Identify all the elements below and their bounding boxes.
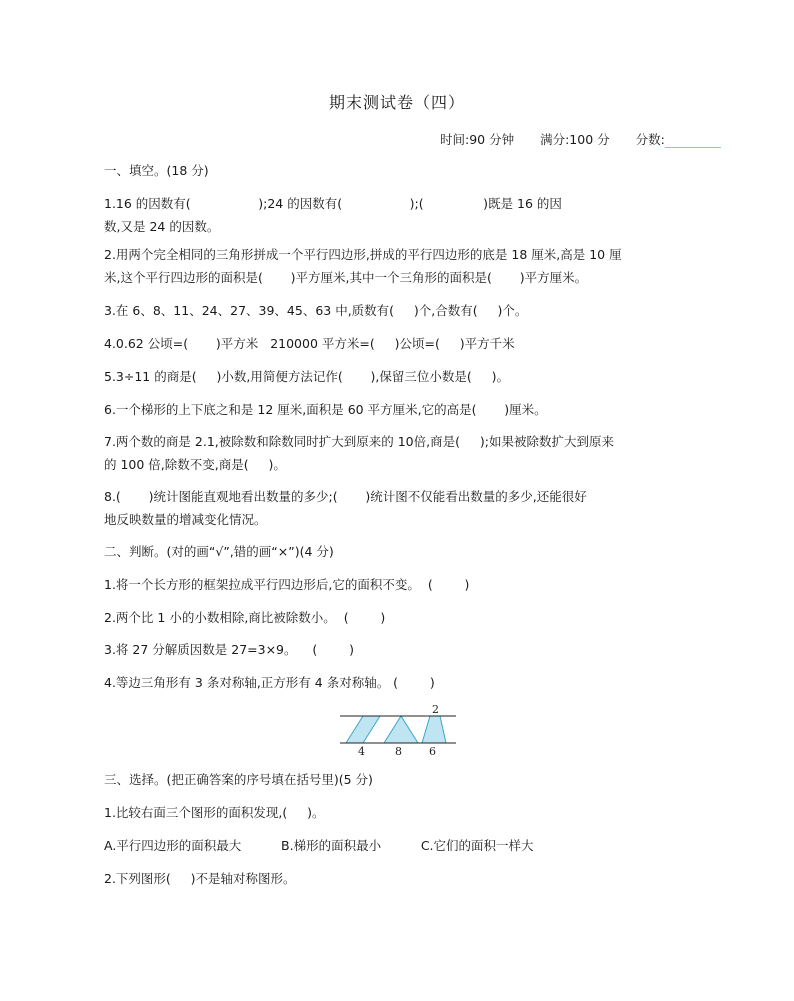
- s1-q3: 3.在 6、8、11、24、27、39、45、63 中,质数有( )个,合数有( )个。: [104, 303, 528, 318]
- label-top-2: 2: [432, 703, 439, 716]
- triangle-shape: [384, 716, 418, 743]
- s1-q4: 4.0.62 公顷=( )平方米 210000 平方米=( )公顷=( )平方千米: [104, 336, 515, 351]
- label-bottom-6: 6: [429, 745, 436, 758]
- s1-q8-line2: 地反映数量的增减变化情况。: [104, 512, 267, 527]
- s1-q6: 6.一个梯形的上下底之和是 12 厘米,面积是 60 平方厘米,它的高是( )厘米。: [104, 402, 547, 417]
- full-score: 满分:100 分: [540, 132, 610, 147]
- s1-q5: 5.3÷11 的商是( )小数,用简便方法记作( ),保留三位小数是( )。: [104, 369, 509, 384]
- s2-q2: 2.两个比 1 小的小数相除,商比被除数小。 ( ): [104, 610, 386, 625]
- score-blank[interactable]: [665, 133, 721, 148]
- label-bottom-4: 4: [358, 745, 365, 758]
- s1-q7-line2: 的 100 倍,除数不变,商是( )。: [104, 457, 286, 472]
- shapes-figure: [338, 703, 458, 759]
- s2-q1: 1.将一个长方形的框架拉成平行四边形后,它的面积不变。 ( ): [104, 577, 470, 592]
- section-2-heading: 二、判断。(对的画“√”,错的画“×”)(4 分): [104, 544, 334, 559]
- trapezoid-shape: [422, 716, 446, 743]
- score-label: 分数:: [635, 132, 665, 147]
- s1-q7-line1: 7.两个数的商是 2.1,被除数和除数同时扩大到原来的 10倍,商是( );如果被除数扩大到原来: [104, 434, 614, 449]
- s1-q2-line1: 2.用两个完全相同的三角形拼成一个平行四边形,拼成的平行四边形的底是 18 厘米,高是 10 厘: [104, 247, 622, 262]
- s2-q3: 3.将 27 分解质因数是 27=3×9。 ( ): [104, 642, 354, 657]
- s3-q1: 1.比较右面三个图形的面积发现,( )。: [104, 805, 325, 820]
- s1-q2-line2: 米,这个平行四边形的面积是( )平方厘米,其中一个三角形的面积是( )平方厘米。: [104, 270, 588, 285]
- section-1-heading: 一、填空。(18 分): [104, 163, 209, 178]
- section-3-heading: 三、选择。(把正确答案的序号填在括号里)(5 分): [104, 772, 373, 787]
- s1-q8-line1: 8.( )统计图能直观地看出数量的多少;( )统计图不仅能看出数量的多少,还能很好: [104, 489, 587, 504]
- s2-q4: 4.等边三角形有 3 条对称轴,正方形有 4 条对称轴。 ( ): [104, 675, 435, 690]
- s1-q1-line1: 1.16 的因数有( );24 的因数有( );( )既是 16 的因: [104, 196, 562, 211]
- s3-q2: 2.下列图形( )不是轴对称图形。: [104, 871, 296, 886]
- exam-meta: [440, 130, 690, 148]
- s3-q1-options: A.平行四边形的面积最大 B.梯形的面积最小 C.它们的面积一样大: [104, 838, 534, 853]
- time-limit: 时间:90 分钟: [440, 132, 515, 147]
- s1-q1-line2: 数,又是 24 的因数。: [104, 219, 220, 234]
- label-bottom-8: 8: [395, 745, 402, 758]
- page-title: 期末测试卷（四）: [328, 93, 465, 112]
- parallelogram-shape: [346, 716, 380, 743]
